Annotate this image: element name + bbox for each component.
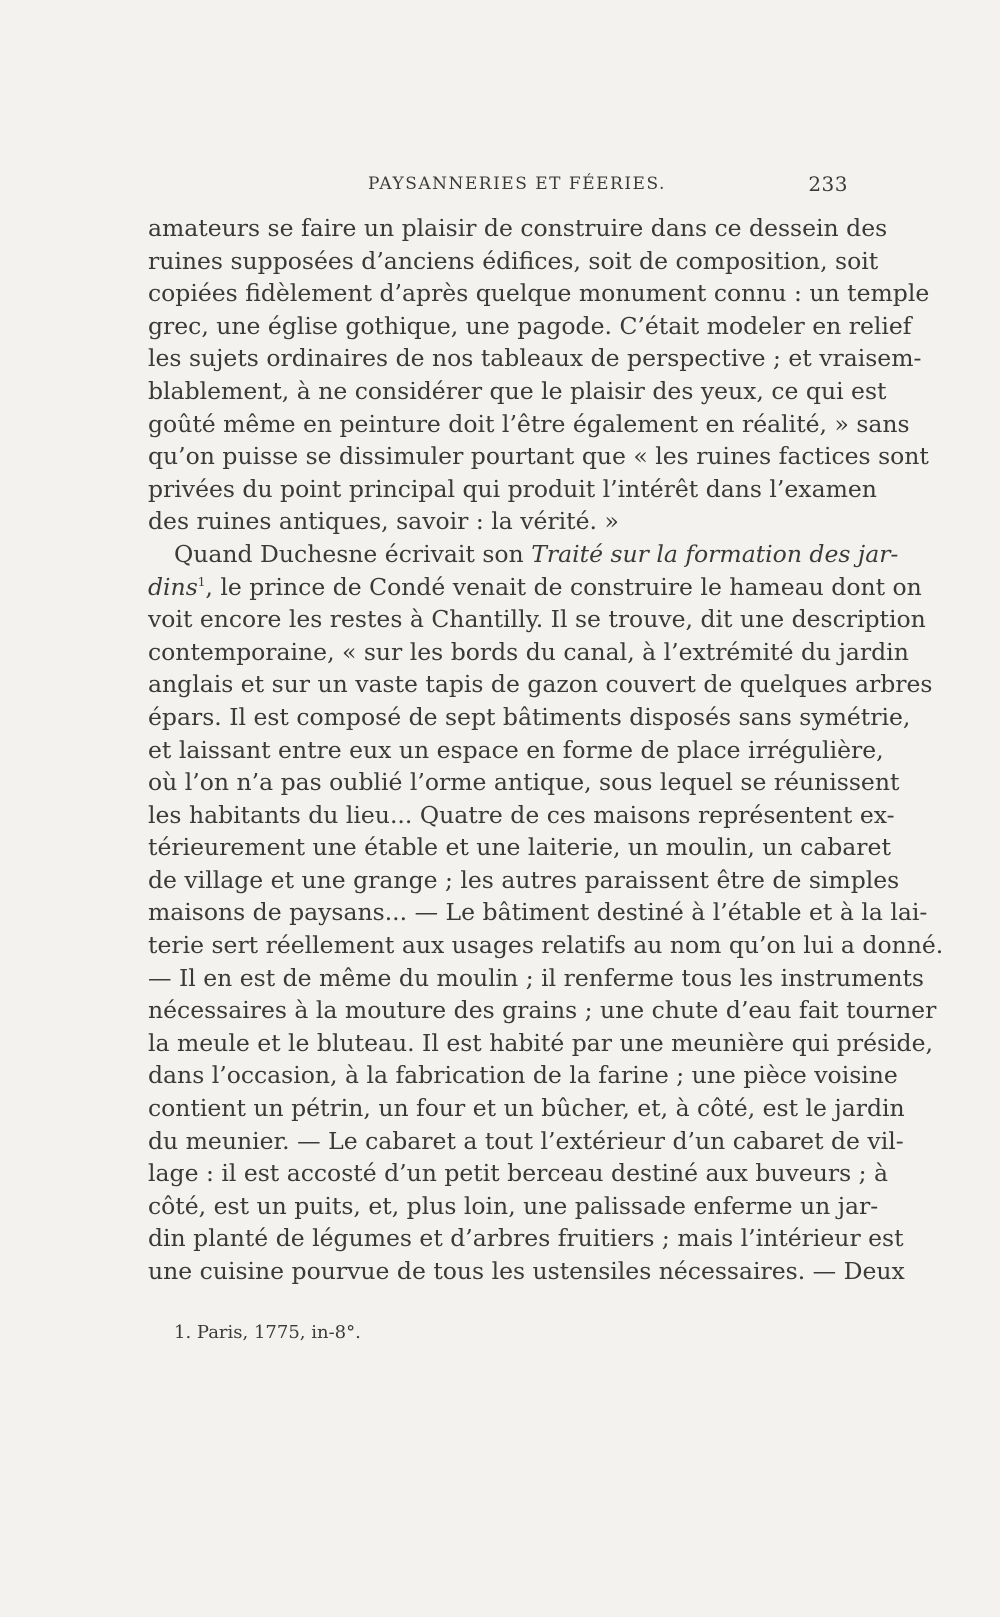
text-line: contemporaine, « sur les bords du canal, à l’extrémité du jardin [148,637,909,666]
text-line: lage : il est accosté d’un petit berceau destiné aux buveurs ; à [148,1159,889,1188]
book-title: Traité sur la formation des jar- [531,539,899,568]
page-number: 233 [808,172,848,196]
text-line: térieurement une étable et une laiterie, un moulin, un cabaret [148,833,891,862]
text-line: les habitants du lieu... Quatre de ces maisons représentent ex- [148,800,895,829]
text-line: ruines supposées d’anciens édifices, soit de composition, soit [148,246,879,275]
text-line: amateurs se faire un plaisir de construire dans ce dessein des [148,214,888,242]
text-line: goûté même en peinture doit l’être également en réalité, » sans [148,409,910,438]
book-title-end: dins [148,572,198,601]
text-line: maisons de paysans... — Le bâtiment destiné à l’étable et à la lai- [148,898,928,927]
text-line: les sujets ordinaires de nos tableaux de perspective ; et vraisem- [148,344,922,373]
footnote: 1. Paris, 1775, in-8°. [174,1321,361,1343]
text-fragment: Quand Duchesne écrivait son [174,539,524,568]
text-line: din planté de légumes et d’arbres fruitiers ; mais l’intérieur est [148,1224,904,1253]
text-line: grec, une église gothique, une pagode. C’était modeler en relief [148,311,912,340]
text-line: dans l’occasion, à la fabrication de la farine ; une pièce voisine [148,1061,898,1090]
text-line: privées du point principal qui produit l’intérêt dans l’examen [148,474,877,503]
text-line: qu’on puisse se dissimuler pourtant que « les ruines factices sont [148,442,929,471]
text-line: des ruines antiques, savoir : la vérité. » [148,507,619,536]
text-line: terie sert réellement aux usages relatifs au nom qu’on lui a donné. [148,931,944,960]
running-head [148,170,848,198]
text-line: nécessaires à la mouture des grains ; une chute d’eau fait tourner [148,996,937,1025]
text-line: la meule et le bluteau. Il est habité par une meunière qui préside, [148,1028,933,1057]
body-text [148,212,944,1288]
text-line-with-note [148,571,922,604]
text-line: et laissant entre eux un espace en forme de place irrégulière, [148,735,884,764]
text-line: du meunier. — Le cabaret a tout l’extérieur d’un cabaret de vil- [148,1126,904,1155]
text-line: voit encore les restes à Chantilly. Il se trouve, dit une description [148,605,926,634]
running-title: PAYSANNERIES ET FÉERIES. [368,174,666,194]
text-line: blablement, à ne considérer que le plaisir des yeux, ce qui est [148,376,887,405]
text-line: de village et une grange ; les autres paraissent être de simples [148,865,900,894]
text-line-with-title [148,538,899,571]
text-line: une cuisine pourvue de tous les ustensiles nécessaires. — Deux [148,1257,905,1285]
text-line: anglais et sur un vaste tapis de gazon couvert de quelques arbres [148,670,933,699]
text-line: contient un pétrin, un four et un bûcher, et, à côté, est le jardin [148,1094,905,1123]
book-page [148,170,944,1343]
text-line: copiées fidèlement d’après quelque monument connu : un temple [148,279,930,308]
text-line: — Il en est de même du moulin ; il renferme tous les instruments [148,963,924,992]
text-line: où l’on n’a pas oublié l’orme antique, sous lequel se réunissent [148,768,900,797]
text-fragment: , le prince de Condé venait de construire le hameau dont on [205,572,922,601]
footnote-ref: 1 [197,574,206,589]
text-line: côté, est un puits, et, plus loin, une palissade enferme un jar- [148,1191,879,1220]
text-line: épars. Il est composé de sept bâtiments disposés sans symétrie, [148,702,911,731]
